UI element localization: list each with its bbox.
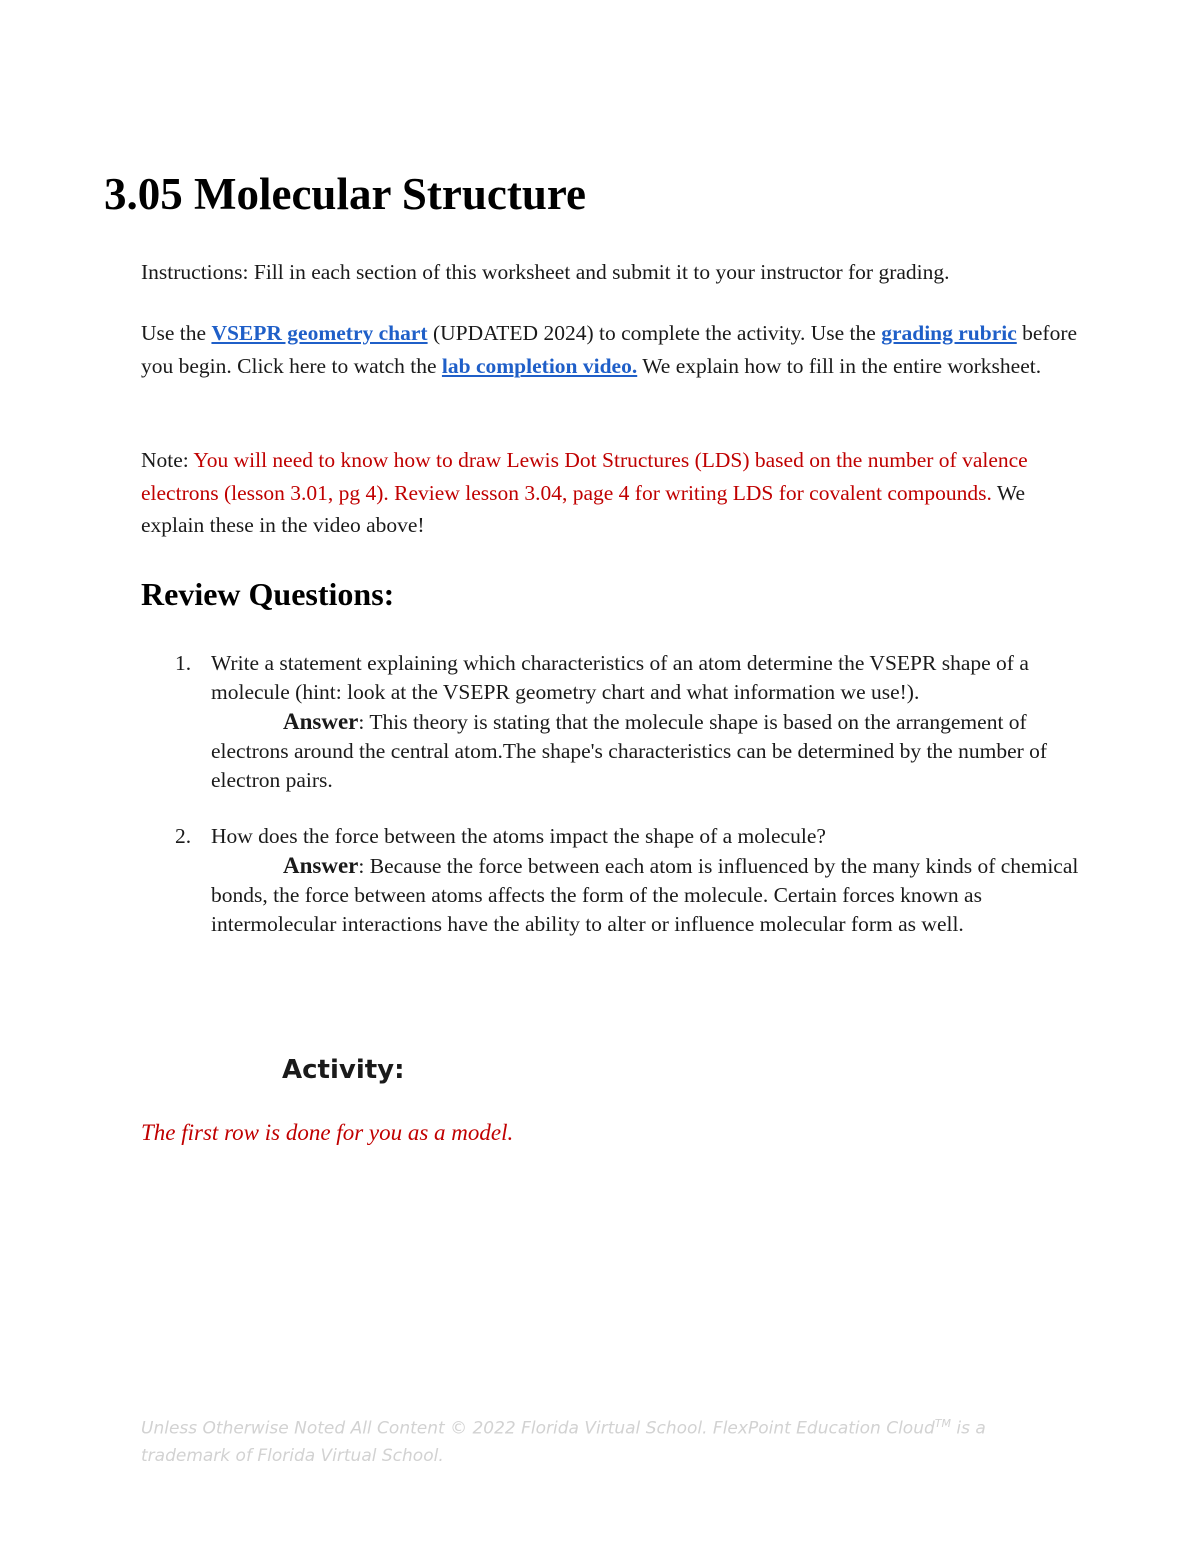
answer-label: Answer (283, 709, 359, 734)
question-item (141, 649, 1091, 795)
answer-block (211, 707, 1091, 795)
answer-block (211, 851, 1091, 939)
trademark-symbol: TM (934, 1417, 951, 1430)
vsepr-chart-link[interactable]: VSEPR geometry chart (211, 321, 428, 345)
copyright-footer (141, 1410, 1041, 1470)
activity-heading: Activity: (282, 1055, 405, 1085)
note-tail-text: We explain these in the video above! (141, 480, 1025, 537)
review-questions-list (141, 649, 1091, 795)
answer-text: : Because the force between each atom is influenced by the many kinds of chemical bonds, the force between atoms affects the form of the molecule. Certain forces known as intermolecular interactions have the ability to alter or influence molecular form as well. (211, 854, 1079, 936)
page-title: 3.05 Molecular Structure (104, 169, 586, 219)
answer-text: : This theory is stating that the molecule shape is based on the arrangement of electrons around the central atom.The shape's characteristics can be determined by the number of electron pairs. (211, 710, 1048, 792)
review-questions-list-2 (141, 822, 1091, 939)
note-warning-text: You will need to know how to draw Lewis Dot Structures (LDS) based on the number of valence electrons (lesson 3.01, pg 4). Review lesson 3.04, page 4 for writing LDS for covalent compounds. (141, 448, 1028, 505)
answer-label: Answer (283, 853, 359, 878)
footer-text-2: is a trademark of Florida Virtual School. (141, 1418, 986, 1466)
grading-rubric-link[interactable]: grading rubric (881, 321, 1017, 345)
lab-video-link[interactable]: lab completion video. (441, 353, 638, 378)
question-text: How does the force between the atoms impact the shape of a molecule? (211, 824, 826, 848)
resources-text-4: We explain how to fill in the entire worksheet. (637, 353, 1042, 378)
footer-text-1: Unless Otherwise Noted All Content © 2022 Florida Virtual School. FlexPoint Education Cloud (141, 1418, 935, 1439)
question-text: Write a statement explaining which characteristics of an atom determine the VSEPR shape of a molecule (hint: look at the VSEPR geometry chart and what information we use!). (211, 651, 1029, 704)
resources-text-2: (UPDATED 2024) to complete the activity. Use the (427, 321, 882, 345)
question-item (141, 822, 1091, 939)
resources-text-3: before you begin. Click here to watch the (141, 321, 1078, 378)
resources-paragraph (141, 317, 1081, 382)
question-number: 2. (175, 824, 192, 848)
resources-text-1: Use the (141, 321, 212, 345)
question-number: 1. (175, 651, 192, 675)
instructions-text: Instructions: Fill in each section of this worksheet and submit it to your instructor for grading. (141, 260, 950, 284)
note-paragraph (141, 444, 1081, 542)
model-note: The first row is done for you as a model. (141, 1120, 514, 1145)
review-questions-heading: Review Questions: (141, 576, 395, 612)
note-label: Note: (141, 448, 194, 472)
